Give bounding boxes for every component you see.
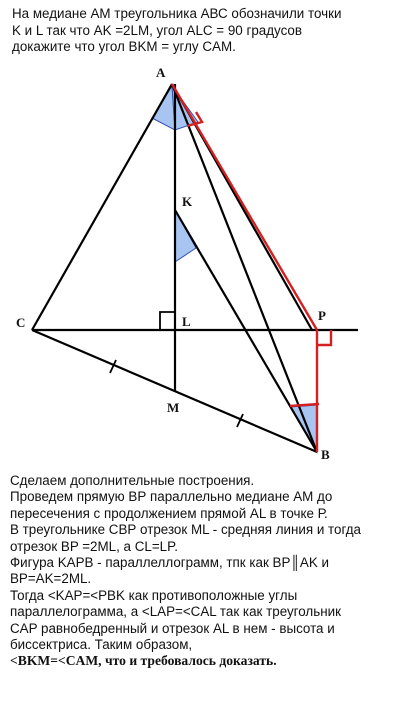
solution-line: биссектриса. Таким образом,: [10, 637, 193, 653]
solution-line: Сделаем дополнительные построения.: [10, 473, 255, 488]
solution-line: Тогда <KAP=<PBK как противоположные углы: [10, 587, 298, 603]
problem-line: На медиане АМ треугольника АВС обозначили точки: [12, 6, 342, 21]
label-point-a: A: [156, 65, 166, 80]
solution-conclusion: <BKM=<CAM, что и требовалось доказать.: [10, 653, 277, 669]
label-point-c: C: [16, 315, 26, 330]
angle-mark-bkm: [175, 210, 196, 262]
right-angle-mark-l: [160, 312, 175, 330]
solution-line: параллелограмма, а <LAP=<CAL так как треугольник: [10, 604, 341, 620]
problem-line: K и L так что AK =2LM, угол ALC = 90 градусов: [12, 22, 302, 38]
solution-line: Проведем прямую ВР параллельно медиане АМ до: [10, 489, 333, 505]
solution-line: отрезок BP =2ML, а CL=LP.: [10, 538, 179, 554]
segment-ac: [32, 84, 172, 330]
label-point-m: M: [167, 400, 180, 415]
segment-ab: [172, 84, 317, 452]
solution-line: CAP равнобедренный и отрезок AL в нем - высота и: [10, 620, 335, 636]
label-point-l: L: [182, 314, 191, 329]
solution-text: [10, 473, 406, 670]
label-point-k: K: [182, 194, 193, 209]
construction-ap: [172, 84, 317, 330]
problem-line: докажите что угол BKM = углу CAM.: [12, 39, 236, 55]
solution-line: В треугольнике СВР отрезок ML - средняя линия и тогда: [10, 522, 362, 538]
label-point-p: P: [318, 308, 326, 323]
solution-line: Фигура KAPB - параллеллограмм, тпк как BP║AK и: [10, 555, 329, 571]
right-angle-mark-p: [317, 330, 331, 345]
solution-line: BP=AK=2ML.: [10, 571, 92, 587]
label-point-b: B: [321, 447, 330, 462]
solution-line: пересечения с продолжением прямой AL в точке Р.: [10, 505, 328, 521]
angle-mark-cam: [152, 86, 175, 130]
